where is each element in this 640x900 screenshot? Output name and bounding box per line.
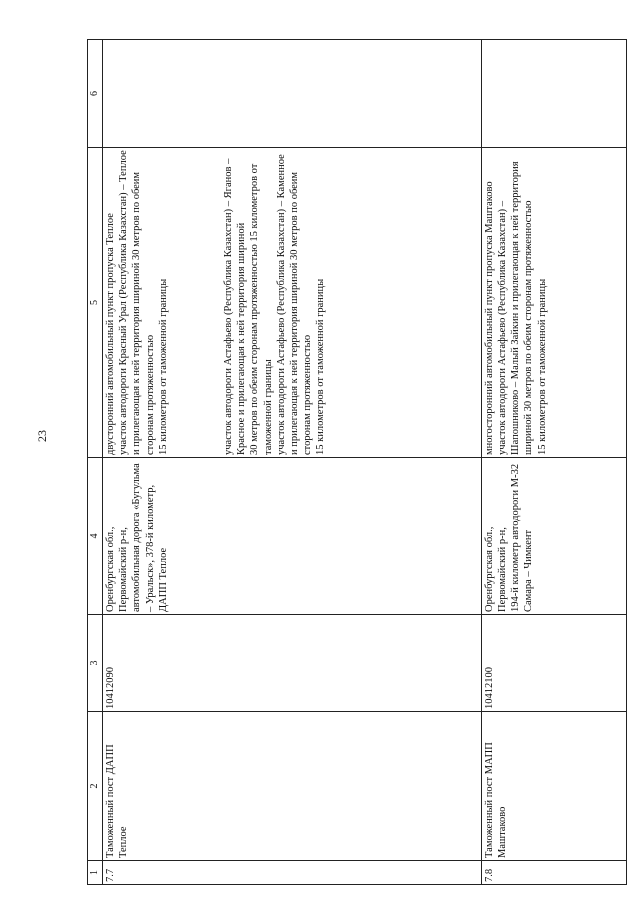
zone-text: многосторонний автомобильный пункт пропуска Маштаково [483, 181, 495, 455]
header-cell-5: 5 [88, 148, 103, 458]
header-cell-1: 1 [88, 861, 103, 885]
zone-description [481, 148, 626, 458]
spacer [170, 150, 222, 455]
post-code: 10412090 [103, 615, 482, 712]
address-text: Оренбургская обл., Первомайский р-н, [483, 526, 508, 612]
row-number: 7.7 [103, 861, 482, 885]
zone-text: участок автодороги Астафьево (Республика Казахстан) – Яганов – Красное и прилегающая к ней территория шириной [223, 158, 248, 455]
table-row [481, 40, 626, 885]
notes-cell [103, 40, 482, 148]
zone-description [103, 148, 482, 458]
header-row [88, 40, 103, 885]
zone-text: 30 метров по обеим сторонам протяженностью 15 километров от таможенной границы [249, 163, 274, 455]
zone-text: участок автодороги Астафьево (Республика Казахстан) – Каменное и прилегающая к ней территория шириной 30 метров по обеим сторонам протяженностью [275, 154, 314, 455]
address-text: 194-й километр автодороги М-32 Самара – Чимкент [510, 463, 535, 612]
zone-text: 15 километров от таможенной границы [315, 278, 327, 455]
post-address: Оренбургская обл., Первомайский р-н, автомобильная дорога «Бугульма – Уральск», 378-й километр, ДАПП Теплое [103, 458, 482, 615]
rotated-page [87, 40, 627, 885]
row-number: 7.8 [481, 861, 626, 885]
post-name: Таможенный пост ДАПП Теплое [103, 712, 482, 861]
zone-text: 15 километров от таможенной границы [157, 278, 169, 455]
zone-text: 15 километров от таможенной границы [536, 278, 548, 455]
header-cell-4: 4 [88, 458, 103, 615]
header-cell-6: 6 [88, 40, 103, 148]
post-code: 10412100 [481, 615, 626, 712]
zone-text: двусторонний автомобильный пункт пропуска Теплое [105, 213, 116, 455]
zone-text: участок автодороги Красный Урал (Республика Казахстан) – Теплое и прилегающая к ней территория шириной 30 метров по обеим сторонам протяженностью [118, 150, 156, 455]
notes-cell [481, 40, 626, 148]
post-name: Таможенный пост МАПП Маштаково [481, 712, 626, 861]
post-address [481, 458, 626, 615]
customs-table [87, 39, 627, 885]
page-number: 23 [35, 430, 49, 442]
header-cell-2: 2 [88, 712, 103, 861]
zone-text: участок автодороги Астафьево (Республика Казахстан) – Шапошниково – Малый Зайкин и прилегающая к ней территория шириной 30 метров по обеим сторонам протяженностью [496, 161, 535, 455]
table-row [103, 40, 482, 885]
header-cell-3: 3 [88, 615, 103, 712]
